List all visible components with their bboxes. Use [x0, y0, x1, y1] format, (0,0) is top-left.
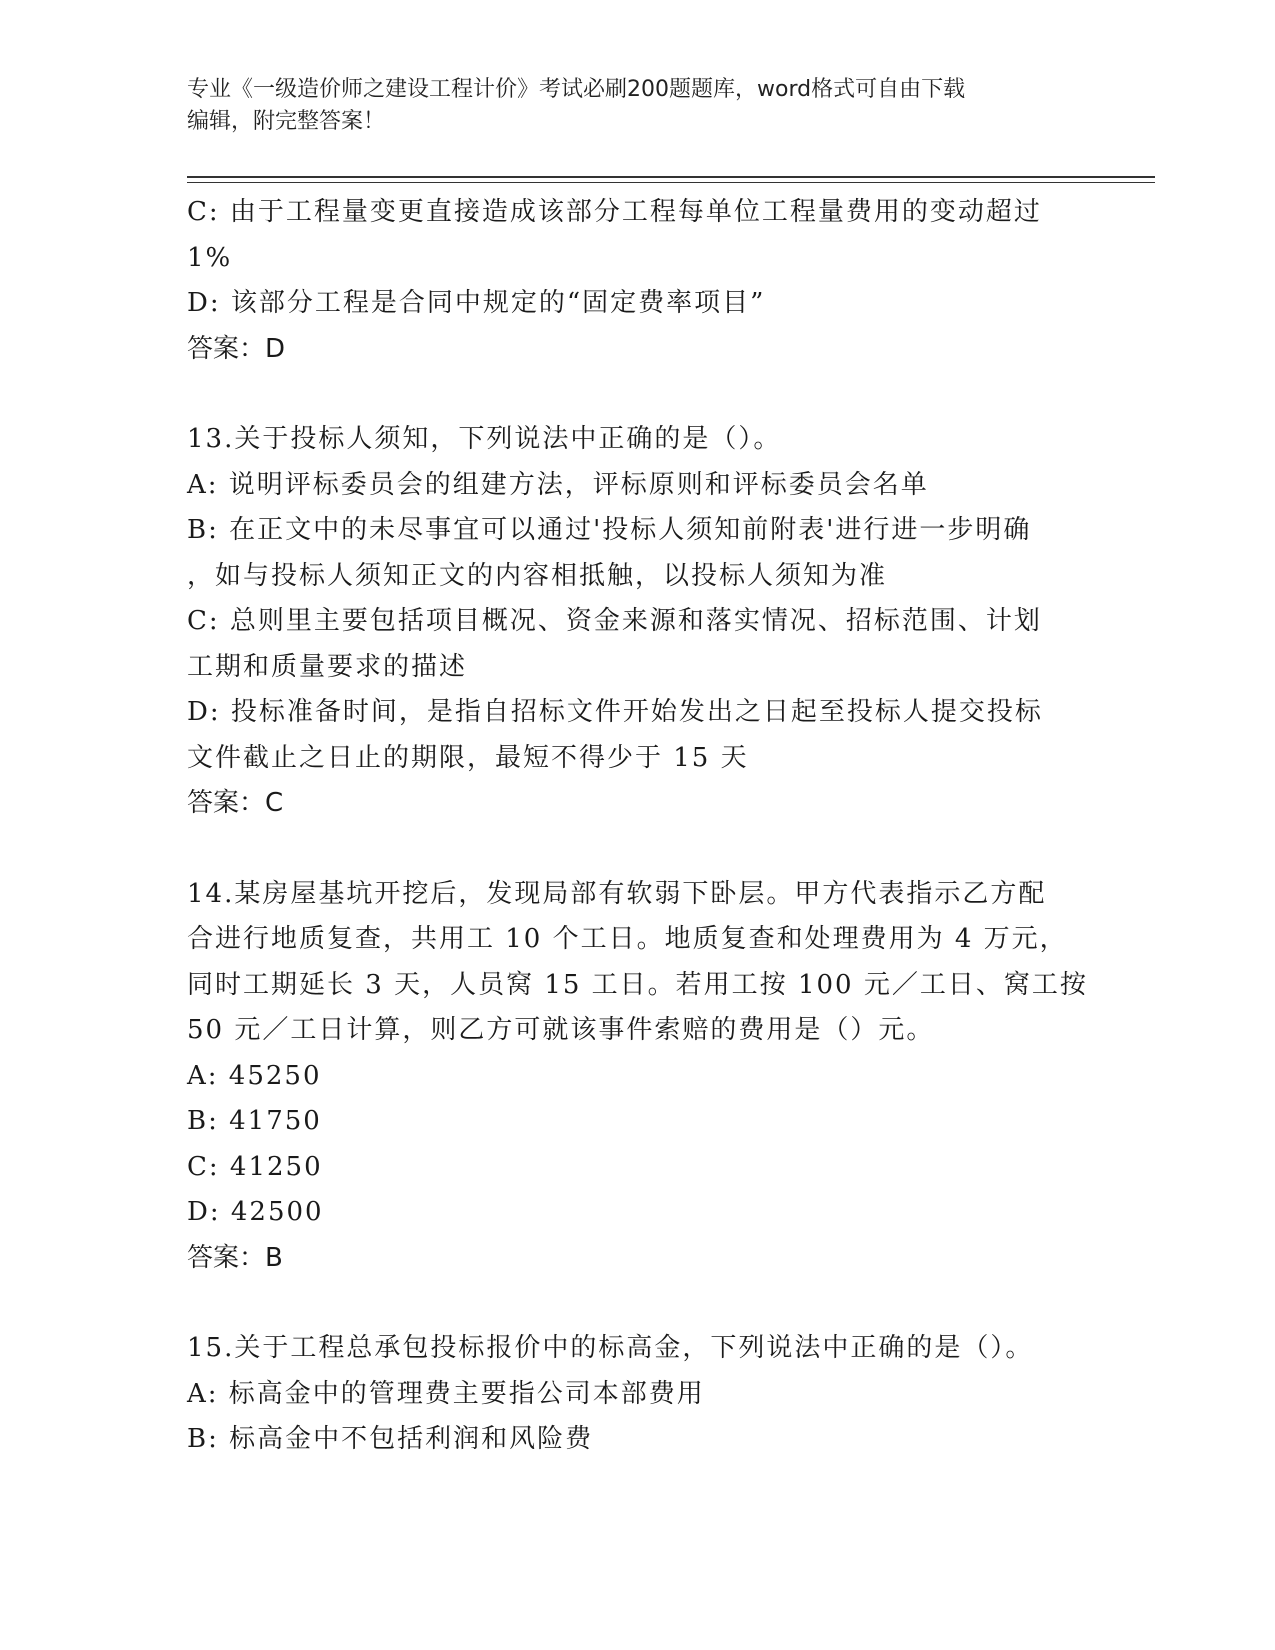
q13-answer: 答案：C [187, 788, 284, 818]
q14-option-b: B: 41750 [187, 1106, 322, 1136]
q15-option-b: B: 标高金中不包括利润和风险费 [187, 1424, 594, 1454]
question-content [187, 190, 1088, 1463]
q13-option-c-line-1: C: 总则里主要包括项目概况、资金来源和落实情况、招标范围、计划 [187, 606, 1042, 636]
question-12-tail [187, 190, 1077, 372]
q14-question-line-3: 同时工期延长 3 天，人员窝 15 工日。若用工按 100 元／工日、窝工按 [187, 969, 1088, 1000]
header-line-2: 编辑，附完整答案！ [187, 109, 386, 134]
q12-option-c-line-2: 1% [187, 242, 233, 273]
q12-option-d: D: 该部分工程是合同中规定的“固定费率项目” [187, 288, 766, 318]
question-15 [187, 1326, 1077, 1463]
header-divider-thin [187, 182, 1155, 183]
spacer [187, 827, 1077, 872]
q13-option-a: A: 说明评标委员会的组建方法，评标原则和评标委员会名单 [187, 469, 929, 500]
document-header [187, 74, 1067, 138]
q14-answer: 答案：B [187, 1242, 283, 1273]
q13-option-d-line-2: 文件截止之日止的期限，最短不得少于 15 天 [187, 742, 749, 773]
q12-option-c-line-1: C: 由于工程量变更直接造成该部分工程每单位工程量费用的变动超过 [187, 197, 1042, 227]
question-14 [187, 872, 1088, 1282]
q13-option-d-line-1: D: 投标准备时间，是指自招标文件开始发出之日起至投标人提交投标 [187, 697, 1043, 727]
q13-option-b-line-1: B: 在正文中的未尽事宜可以通过'投标人须知前附表'进行进一步明确 [187, 515, 1032, 545]
q14-option-a: A: 45250 [187, 1060, 322, 1091]
question-13 [187, 417, 1077, 827]
q13-option-b-line-2: ，如与投标人须知正文的内容相抵触，以投标人须知为准 [187, 560, 888, 591]
q15-question: 15.关于工程总承包投标报价中的标高金，下列说法中正确的是（）。 [187, 1333, 1034, 1363]
q14-question-line-2: 合进行地质复查，共用工 10 个工日。地质复查和处理费用为 4 万元， [187, 924, 1068, 954]
q14-question-line-4: 50 元／工日计算，则乙方可就该事件索赔的费用是（）元。 [187, 1015, 935, 1045]
q14-option-c: C: 41250 [187, 1151, 323, 1182]
q14-question-line-1: 14.某房屋基坑开挖后，发现局部有软弱下卧层。甲方代表指示乙方配 [187, 878, 1047, 909]
q13-question: 13.关于投标人须知，下列说法中正确的是（）。 [187, 424, 782, 454]
q12-answer: 答案：D [187, 333, 286, 364]
q15-option-a: A: 标高金中的管理费主要指公司本部费用 [187, 1378, 705, 1409]
header-line-1: 专业《一级造价师之建设工程计价》考试必刷200题题库，word格式可自由下载 [187, 77, 966, 102]
q14-option-d: D: 42500 [187, 1197, 324, 1227]
header-divider-thick [187, 176, 1155, 178]
spacer [187, 372, 1077, 417]
spacer [187, 1281, 1077, 1326]
q13-option-c-line-2: 工期和质量要求的描述 [187, 651, 468, 682]
